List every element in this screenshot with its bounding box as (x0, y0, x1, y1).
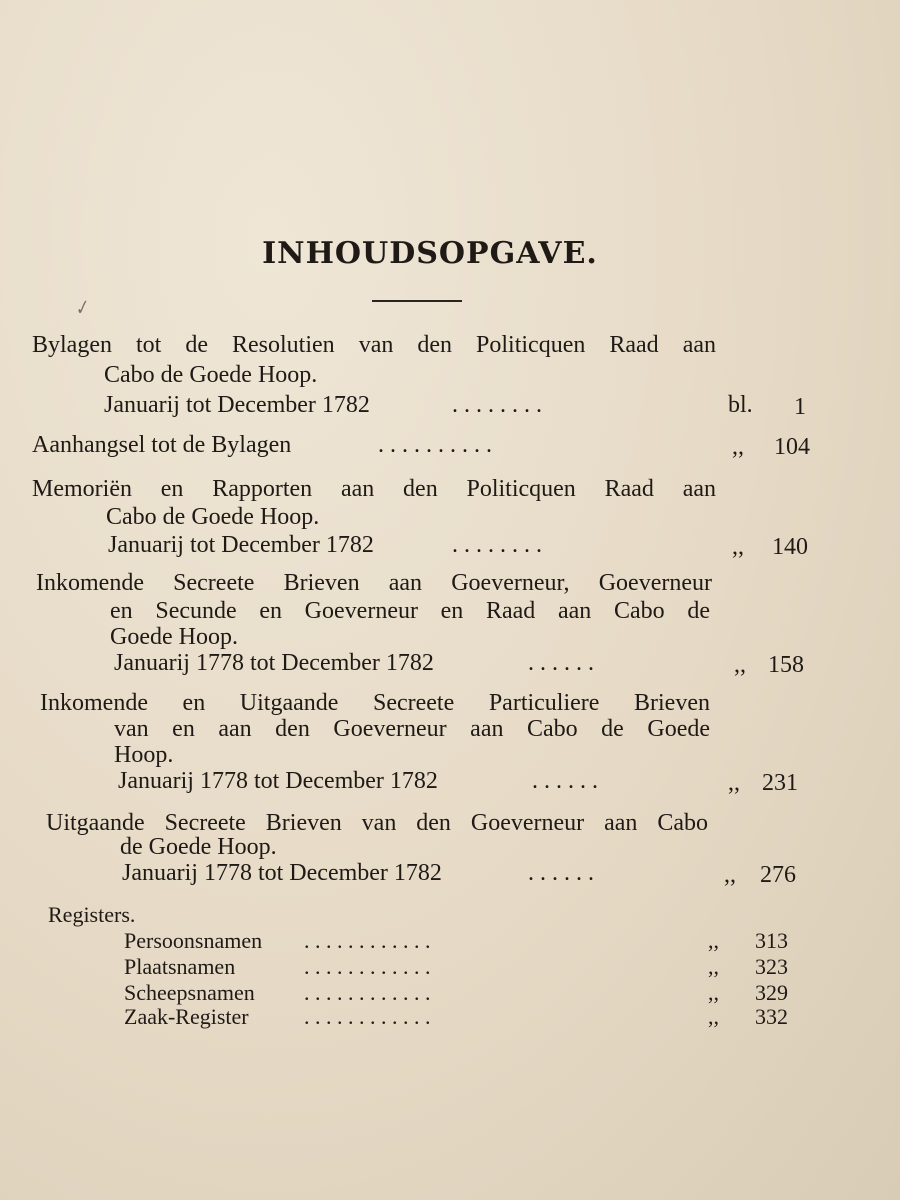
toc-entry-3-line-2: Cabo de Goede Hoop. (106, 504, 320, 530)
register-item-1-page: 313 (755, 928, 788, 953)
toc-entry-6-line-2: de Goede Hoop. (120, 834, 277, 860)
register-item-4-page: 332 (755, 1004, 788, 1029)
toc-entry-4-line-2: en Secunde en Goeverneur en Raad aan Cabo de (110, 598, 710, 624)
register-item-persoonsnamen: Persoonsnamen (124, 928, 263, 953)
toc-entry-3-page: 140 (772, 534, 808, 560)
register-item-plaatsnamen: Plaatsnamen (124, 954, 236, 979)
register-item-2-ditto: ,, (708, 954, 719, 979)
toc-entry-3-line-1: Memoriën en Rapporten aan den Politicquen Raad aan (32, 476, 716, 502)
register-item-4-leader: . . . . . . . . . . . . (304, 1004, 431, 1029)
toc-entry-4-line-4: Januarij 1778 tot December 1782 (114, 650, 434, 676)
register-item-3-leader: . . . . . . . . . . . . (304, 980, 431, 1005)
title-rule (372, 300, 462, 302)
registers-heading: Registers. (48, 902, 136, 927)
toc-entry-1-line-3: Januarij tot December 1782 (104, 392, 370, 418)
toc-entry-4-line-1: Inkomende Secreete Brieven aan Goeverneur, Goeverneur (36, 570, 712, 596)
register-item-3-ditto: ,, (708, 980, 719, 1005)
toc-entry-2-page: 104 (774, 434, 810, 460)
toc-entry-5-line-4: Januarij 1778 tot December 1782 (118, 768, 438, 794)
toc-entry-3-ditto: ,, (732, 534, 744, 560)
toc-entry-1-page: 1 (794, 394, 806, 420)
pencil-check-mark: ✓ (70, 296, 92, 321)
toc-entry-6-leader: . . . . . . (528, 860, 594, 886)
toc-entry-5-line-3: Hoop. (114, 742, 174, 768)
page-title: INHOUDSOPGAVE. (262, 236, 598, 271)
toc-entry-5-ditto: ,, (728, 770, 740, 796)
register-item-scheepsnamen: Scheepsnamen (124, 980, 255, 1005)
toc-entry-3-line-3: Januarij tot December 1782 (108, 532, 374, 558)
toc-entry-1-leader: . . . . . . . . (452, 392, 542, 418)
toc-entry-3-leader: . . . . . . . . (452, 532, 542, 558)
toc-entry-2-line-1: Aanhangsel tot de Bylagen (32, 432, 292, 458)
toc-entry-5-line-2: van en aan den Goeverneur aan Cabo de Goede (114, 716, 710, 742)
toc-entry-4-ditto: ,, (734, 652, 746, 678)
toc-entry-2-ditto: ,, (732, 434, 744, 460)
register-item-1-leader: . . . . . . . . . . . . (304, 928, 431, 953)
toc-entry-5-line-1: Inkomende en Uitgaande Secreete Particuliere Brieven (40, 690, 710, 716)
register-item-2-page: 323 (755, 954, 788, 979)
toc-entry-4-leader: . . . . . . (528, 650, 594, 676)
toc-entry-2-leader: . . . . . . . . . . (378, 432, 492, 458)
toc-entry-4-page: 158 (768, 652, 804, 678)
toc-entry-6-line-1: Uitgaande Secreete Brieven van den Goeverneur aan Cabo (46, 810, 708, 836)
toc-entry-6-page: 276 (760, 862, 796, 888)
toc-entry-6-ditto: ,, (724, 862, 736, 888)
toc-entry-1-line-2: Cabo de Goede Hoop. (104, 362, 318, 388)
toc-entry-6-line-3: Januarij 1778 tot December 1782 (122, 860, 442, 886)
toc-entry-1-line-1: Bylagen tot de Resolutien van den Politicquen Raad aan (32, 332, 716, 358)
toc-entry-5-leader: . . . . . . (532, 768, 598, 794)
toc-entry-5-page: 231 (762, 770, 798, 796)
toc-entry-1-ditto: bl. (728, 392, 753, 418)
register-item-1-ditto: ,, (708, 928, 719, 953)
register-item-3-page: 329 (755, 980, 788, 1005)
register-item-2-leader: . . . . . . . . . . . . (304, 954, 431, 979)
register-item-zaak-register: Zaak-Register (124, 1004, 249, 1029)
register-item-4-ditto: ,, (708, 1004, 719, 1029)
toc-entry-4-line-3: Goede Hoop. (110, 624, 238, 650)
